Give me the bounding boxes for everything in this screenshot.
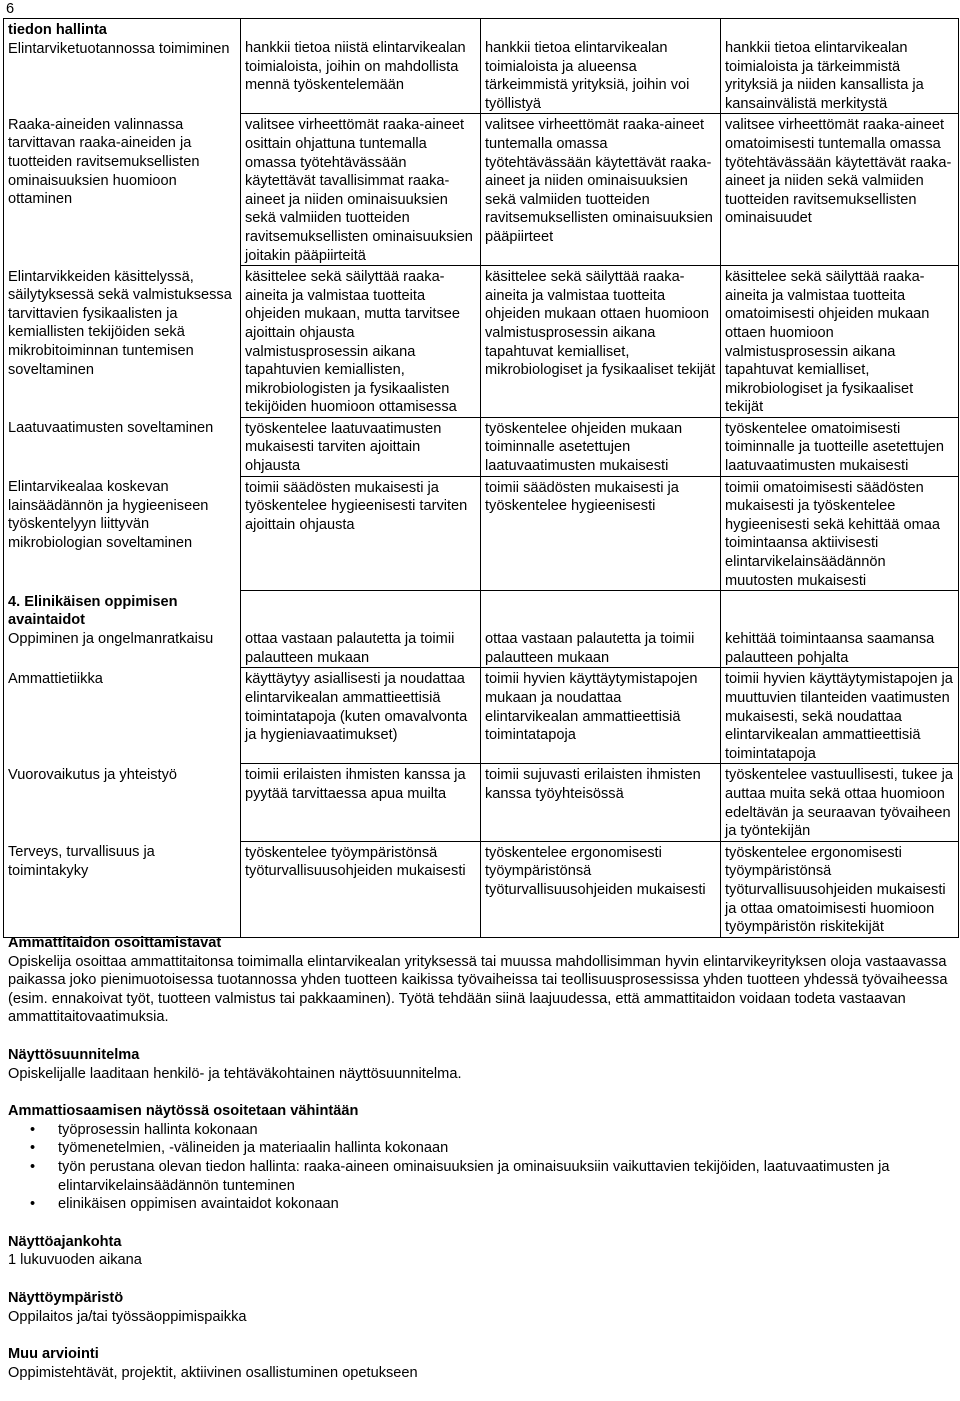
criterion-text: Raaka-aineiden valinnassa tarvittavan raaka-aineiden ja tuotteiden ravitsemuksellisten ominaisuuksien huomioon ottaminen (8, 116, 200, 208)
level-text: työskentelee vastuullisesti, tukee ja auttaa muita sekä ottaa huomioon edeltävän ja seuraavan työvaiheen ja työntekijän (725, 767, 953, 840)
level-text: kehittää toimintaansa saamansa palautteen pohjalta (725, 631, 935, 666)
level-text: työskentelee ergonomisesti työympäristönsä työturvallisuusohjeiden mukaisesti ja ottaa omatoimisesti huomioon työympäristön riskitekijät (725, 844, 946, 936)
level-cell (241, 114, 481, 266)
level-cell (481, 476, 721, 591)
level-text: valitsee virheettömät raaka-aineet tuntemalla omassa työtehtävässään käytettävät raaka-aineet ja niiden ominaisuuksien sekä valmiiden tuotteiden ravitsemuksellisten ominaisuuksien pääpiirteet (485, 117, 713, 245)
demonstration-methods (8, 934, 948, 1027)
level-cell (241, 591, 481, 668)
heading: Näyttöympäristö (8, 1289, 124, 1306)
table-row (4, 764, 959, 841)
criterion-text: Oppiminen ja ongelmanratkaisu (8, 630, 214, 647)
level-cell (721, 114, 959, 266)
heading: Muu arviointi (8, 1346, 99, 1363)
page-number: 6 (6, 1, 15, 17)
table-row (4, 668, 959, 764)
criterion-cell (4, 19, 241, 114)
heading: Näyttöajankohta (8, 1233, 122, 1250)
heading: Näyttösuunnitelma (8, 1046, 140, 1063)
table-row (4, 417, 959, 476)
table-row (4, 476, 959, 591)
heading: Ammattitaidon osoittamistavat (8, 935, 222, 951)
level-cell (721, 417, 959, 476)
criterion-text: Elintarvikkeiden käsittelyssä, säilytyksessä sekä valmistuksessa tarvittavien fysikaalisten ja kemiallisten tekijöiden sekä mikrobitoiminnan tuntemisen soveltaminen (8, 268, 232, 378)
level-text: ottaa vastaan palautetta ja toimii palautteen mukaan (485, 631, 695, 666)
level-cell (721, 841, 959, 937)
level-cell (721, 266, 959, 418)
level-cell (721, 591, 959, 668)
list-item: • työn perustana olevan tiedon hallinta: raaka-aineen ominaisuuksien ja ominaisuuksiin vaikuttavien tekijöiden, laatuvaatimusten ja elintarvikelainsäädännön tunteminen (58, 1158, 948, 1195)
criterion-text: Elintarviketuotannossa toimiminen (8, 40, 230, 57)
heading: Ammattiosaamisen näytössä osoitetaan vähintään (8, 1103, 359, 1120)
level-cell (481, 266, 721, 418)
level-cell (481, 417, 721, 476)
level-text: hankkii tietoa niistä elintarvikealan toimialoista, joihin on mahdollista mennä työskentelemään (245, 40, 466, 94)
criterion-text: Ammattietiikka (8, 670, 103, 687)
level-text: työskentelee ergonomisesti työympäristönsä työturvallisuusohjeiden mukaisesti (485, 844, 706, 898)
level-text: käsittelee sekä säilyttää raaka-aineita ja valmistaa tuotteita ohjeiden mukaan, mutta tarvitsee ajoittain ohjausta valmistusprosessin aikana tapahtuvien kemiallisten, mikrobiologisten ja fysikaalisten tekijöiden huomioon ottamisessa (245, 269, 460, 416)
level-text: käyttäytyy asiallisesti ja noudattaa elintarvikealan ammattieettisiä toimintatapoja (kuten omavalvonta ja hygieniavaatimukset) (245, 671, 468, 744)
level-text: työskentelee työympäristönsä työturvallisuusohjeiden mukaisesti (245, 844, 466, 880)
level-text: ottaa vastaan palautetta ja toimii palautteen mukaan (245, 631, 455, 666)
criterion-text: Vuorovaikutus ja yhteistyö (8, 766, 177, 783)
table-row (4, 114, 959, 266)
level-text: toimii erilaisten ihmisten kanssa ja pyytää tarvittaessa apua muilta (245, 767, 466, 802)
paragraph: 1 lukuvuoden aikana (8, 1252, 142, 1269)
table-row (4, 591, 959, 668)
level-cell (721, 19, 959, 114)
assessment-table (3, 18, 959, 938)
level-text: valitsee virheettömät raaka-aineet osittain ohjattuna tuntemalla omassa työtehtävässään käytettävät tavallisimmat raaka-aineet ja niiden ominaisuuksien sekä valmiiden tuotteiden ravitsemuksellisten ominaisuuksien joitakin pääpiirteitä (245, 117, 473, 264)
level-cell (241, 764, 481, 841)
minimum-requirements (8, 1102, 948, 1214)
level-text: työskentelee ohjeiden mukaan toiminnalle asetettujen laatuvaatimusten mukaisesti (485, 420, 683, 475)
level-cell (481, 114, 721, 266)
level-cell (241, 476, 481, 591)
criterion-cell (4, 476, 241, 591)
level-cell (241, 841, 481, 937)
criterion-cell (4, 591, 241, 668)
level-cell (721, 476, 959, 591)
criterion-cell (4, 417, 241, 476)
paragraph: Oppimistehtävät, projektit, aktiivinen osallistuminen opetukseen (8, 1364, 418, 1381)
criterion-cell (4, 114, 241, 266)
level-cell (481, 668, 721, 764)
list-item: • elinikäisen oppimisen avaintaidot kokonaan (58, 1195, 948, 1214)
list-item: • työmenetelmien, -välineiden ja materiaalin hallinta kokonaan (58, 1139, 948, 1158)
level-cell (481, 841, 721, 937)
level-cell (721, 668, 959, 764)
level-cell (241, 266, 481, 418)
criterion-cell (4, 764, 241, 841)
level-cell (241, 668, 481, 764)
level-text: käsittelee sekä säilyttää raaka-aineita ja valmistaa tuotteita omatoimisesti ohjeiden mukaan ottaen huomioon valmistusprosessin aikana tapahtuvat kemialliset, mikrobiologiset ja fysikaaliset tekijät (725, 269, 930, 416)
level-cell (241, 19, 481, 114)
level-cell (721, 764, 959, 841)
paragraph: Opiskelijalle laaditaan henkilö- ja tehtäväkohtainen näyttösuunnitelma. (8, 1065, 462, 1082)
level-text: toimii hyvien käyttäytymistapojen ja muuttuvien tilanteiden vaatimusten mukaisesti, sekä noudattaa elintarvikealan ammattieettisiä toimintatapoja (725, 671, 953, 762)
level-text: toimii sujuvasti erilaisten ihmisten kanssa työyhteisössä (485, 767, 701, 802)
bullet-list (8, 1121, 948, 1214)
level-text: työskentelee omatoimisesti toiminnalle ja tuotteille asetettujen laatuvaatimusten mukaisesti (725, 420, 945, 475)
criterion-text: Laatuvaatimusten soveltaminen (8, 420, 214, 437)
table-row (4, 266, 959, 418)
level-text: käsittelee sekä säilyttää raaka-aineita ja valmistaa tuotteita ohjeiden mukaan ottaen huomioon valmistusprosessin aikana tapahtuvat kemialliset, mikrobiologiset ja fysikaaliset tekijät (485, 269, 716, 379)
level-text: työskentelee laatuvaatimusten mukaisesti tarviten ajoittain ohjausta (245, 420, 442, 475)
level-text: toimii säädösten mukaisesti ja työskentelee hygieenisesti (485, 479, 679, 515)
demonstration-environment (8, 1289, 948, 1326)
demonstration-plan (8, 1046, 948, 1083)
paragraph: Opiskelija osoittaa ammattitaitonsa toimimalla elintarvikealan yrityksessä tai muussa mahdollisimman hyvin elintarvikeyrityksen oloja vastaavassa paikassa joko pienimuotoisessa tuotannossa yhden tuotteen kaikissa työvaiheissa tai teollisuusprosessissa yhden tuotteen yhdessä työvaiheessa (esim. ennakoivat työt, tuotteen valmistus tai pakkaaminen). Työtä tehdään siinä laajuudessa, että ammattitaidon voidaan todeta vastaavan ammattitaitovaatimuksia. (8, 953, 948, 1026)
demonstration-info (8, 934, 948, 1401)
level-text: hankkii tietoa elintarvikealan toimialoista ja alueensa tärkeimmistä yrityksiä, joihin voi työllistyä (485, 40, 690, 112)
section-title: 4. Elinikäisen oppimisen avaintaidot (8, 593, 178, 629)
table-row (4, 19, 959, 114)
level-text: toimii hyvien käyttäytymistapojen mukaan ja noudattaa elintarvikealan ammattieettisiä toimintatapoja (485, 671, 698, 744)
level-text: hankkii tietoa elintarvikealan toimialoista ja tärkeimmistä yrityksiä ja niiden kansallista ja kansainvälistä merkitystä (725, 40, 924, 112)
level-text: toimii säädösten mukaisesti ja työskentelee hygieenisesti tarviten ajoittain ohjausta (245, 479, 468, 533)
paragraph: Oppilaitos ja/tai työssäoppimispaikka (8, 1308, 247, 1325)
criterion-cell (4, 841, 241, 937)
criterion-cell (4, 266, 241, 418)
table-row (4, 841, 959, 937)
level-text: toimii omatoimisesti säädösten mukaisesti ja työskentelee hygieenisesti sekä kehittää omaa toimintaansa aktiivisesti elintarvikelainsäädännön muutosten mukaisesti (725, 479, 940, 589)
level-cell (481, 19, 721, 114)
level-cell (481, 764, 721, 841)
demonstration-timing (8, 1233, 948, 1270)
level-text: valitsee virheettömät raaka-aineet omatoimisesti tuntemalla omassa työtehtävässään käytettävät raaka-aineet ja niiden sekä valmiiden tuotteiden ravitsemuksellisten ominaisuudet (725, 117, 952, 227)
other-assessment (8, 1345, 948, 1382)
level-cell (241, 417, 481, 476)
level-cell (481, 591, 721, 668)
criterion-text: Elintarvikealaa koskevan lainsäädännön ja hygieeniseen työskentelyyn liittyvän mikrobiologian soveltaminen (8, 479, 209, 551)
list-item: • työprosessin hallinta kokonaan (58, 1121, 948, 1140)
criterion-text: Terveys, turvallisuus ja toimintakyky (8, 844, 155, 879)
section-title: tiedon hallinta (8, 22, 107, 38)
criterion-cell (4, 668, 241, 764)
